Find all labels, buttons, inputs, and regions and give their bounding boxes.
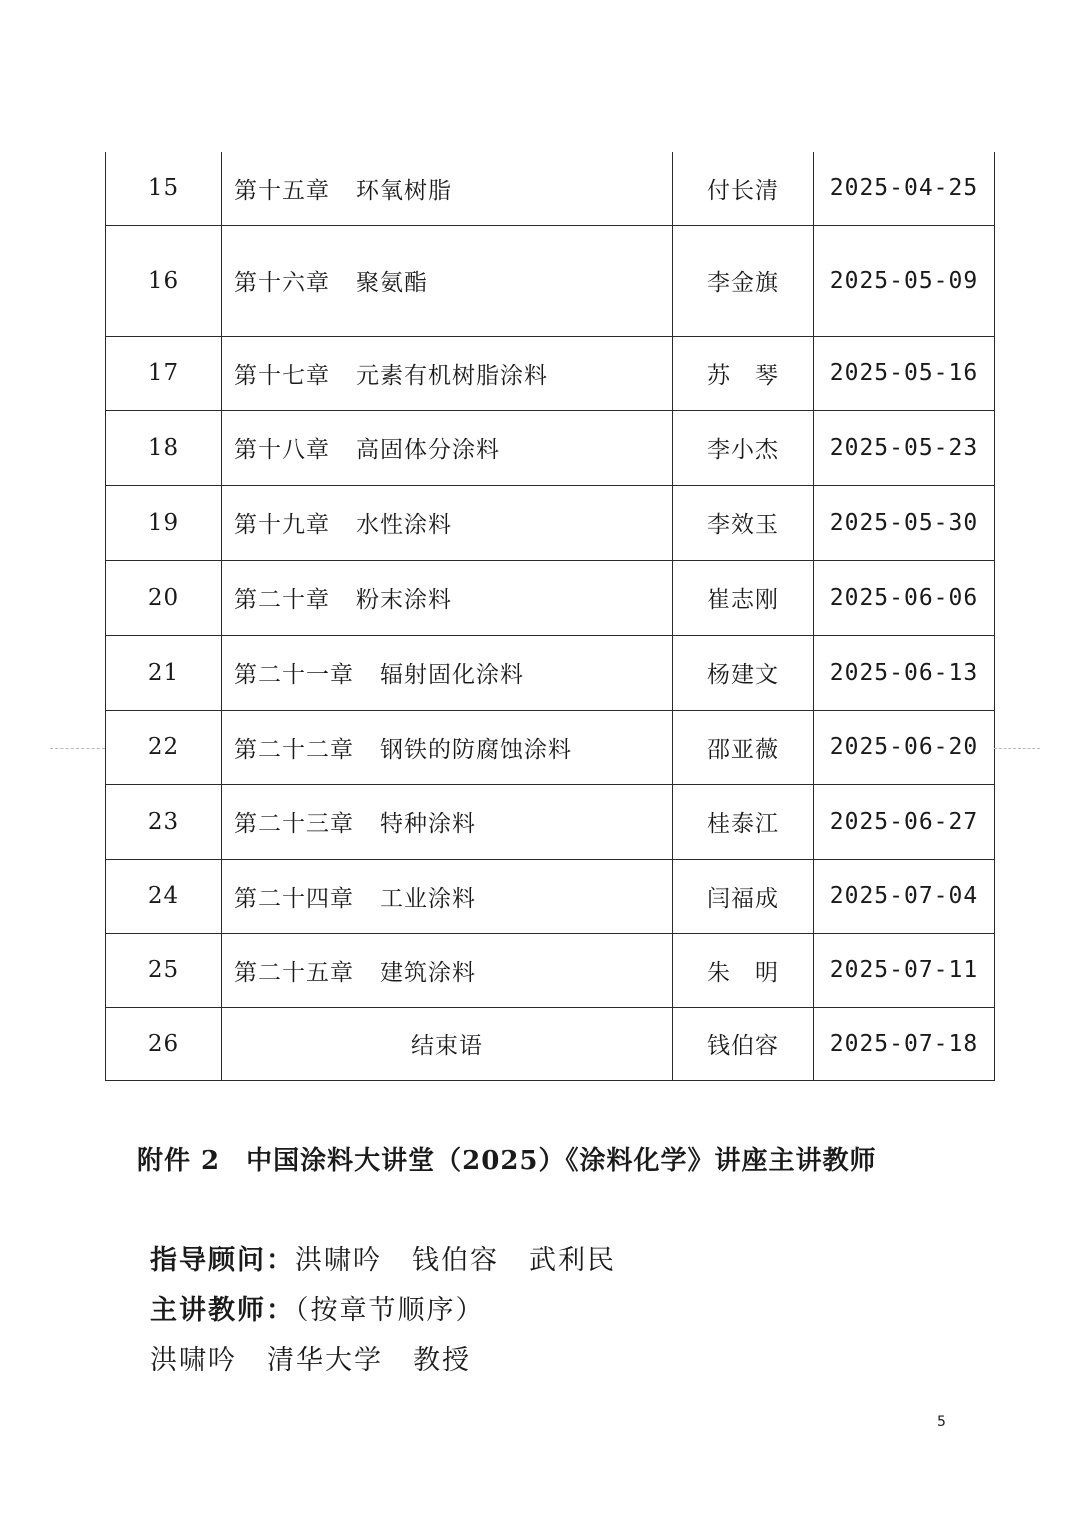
row-number: 15 xyxy=(106,152,222,225)
chapter-label: 第二十二章 xyxy=(234,736,354,763)
chapter-topic: 环氧树脂 xyxy=(356,177,452,204)
lecturers-label: 主讲教师： xyxy=(150,1295,295,1326)
chapter-title xyxy=(222,635,673,710)
lecture-date: 2025-05-16 xyxy=(814,336,995,410)
chapter-topic: 建筑涂料 xyxy=(380,959,476,986)
advisors-line xyxy=(150,1238,616,1277)
chapter-topic: 元素有机树脂涂料 xyxy=(356,362,548,389)
teacher-name: 桂泰江 xyxy=(673,784,814,859)
closing-remarks-title: 结束语 xyxy=(222,1007,673,1080)
lecturer-affiliation: 清华大学 xyxy=(267,1345,383,1376)
attachment-heading xyxy=(137,1140,877,1177)
chapter-title xyxy=(222,710,673,784)
chapter-title xyxy=(222,410,673,485)
chapter-title xyxy=(222,336,673,410)
attachment-number: 附件 2 xyxy=(137,1146,221,1176)
table-row xyxy=(106,225,995,336)
row-number: 21 xyxy=(106,635,222,710)
chapter-label: 第二十四章 xyxy=(234,885,354,912)
lecture-date: 2025-05-30 xyxy=(814,485,995,560)
chapter-label: 第二十章 xyxy=(234,587,330,613)
lecture-date: 2025-06-13 xyxy=(814,635,995,710)
table-row xyxy=(106,410,995,485)
table-row xyxy=(106,859,995,933)
chapter-topic: 水性涂料 xyxy=(356,512,452,538)
table-row xyxy=(106,485,995,560)
advisor-name: 武利民 xyxy=(529,1245,616,1276)
row-number: 20 xyxy=(106,560,222,635)
chapter-topic: 工业涂料 xyxy=(380,885,476,912)
row-number: 23 xyxy=(106,784,222,859)
advisor-name: 洪啸吟 xyxy=(295,1245,382,1276)
lecturer-title: 教授 xyxy=(413,1345,471,1376)
chapter-title xyxy=(222,560,673,635)
row-number: 18 xyxy=(106,410,222,485)
teacher-name: 闫福成 xyxy=(673,859,814,933)
chapter-title xyxy=(222,784,673,859)
teacher-name: 李金旗 xyxy=(673,225,814,336)
lecture-date: 2025-07-11 xyxy=(814,933,995,1007)
row-number: 26 xyxy=(106,1007,222,1080)
teacher-name: 崔志刚 xyxy=(673,560,814,635)
lecturer-name: 洪啸吟 xyxy=(150,1345,237,1376)
lecture-schedule-table xyxy=(105,152,995,1081)
teacher-name: 李效玉 xyxy=(673,485,814,560)
row-number: 19 xyxy=(106,485,222,560)
chapter-label: 第十六章 xyxy=(234,270,330,296)
chapter-label: 第十八章 xyxy=(234,437,330,463)
teacher-name: 付长清 xyxy=(673,152,814,225)
chapter-topic: 粉末涂料 xyxy=(356,587,452,613)
lecturers-note: （按章节顺序） xyxy=(295,1295,485,1326)
teacher-name: 朱 明 xyxy=(673,933,814,1007)
lecture-date: 2025-05-09 xyxy=(814,225,995,336)
scan-dashed-line-left xyxy=(50,748,105,749)
chapter-label: 第二十一章 xyxy=(234,662,354,688)
lecturer-entry xyxy=(150,1338,471,1377)
page-number: 5 xyxy=(937,1414,946,1430)
chapter-label: 第十九章 xyxy=(234,512,330,538)
row-number: 25 xyxy=(106,933,222,1007)
lecture-date: 2025-06-20 xyxy=(814,710,995,784)
chapter-label: 第二十五章 xyxy=(234,959,354,986)
lecture-date: 2025-04-25 xyxy=(814,152,995,225)
row-number: 16 xyxy=(106,225,222,336)
advisor-name: 钱伯容 xyxy=(412,1245,499,1276)
row-number: 17 xyxy=(106,336,222,410)
table-row xyxy=(106,336,995,410)
row-number: 24 xyxy=(106,859,222,933)
chapter-label: 第十七章 xyxy=(234,362,330,389)
chapter-title xyxy=(222,485,673,560)
table-row xyxy=(106,560,995,635)
row-number: 22 xyxy=(106,710,222,784)
chapter-title xyxy=(222,225,673,336)
table-row xyxy=(106,933,995,1007)
chapter-topic: 辐射固化涂料 xyxy=(380,662,524,688)
teacher-name: 苏 琴 xyxy=(673,336,814,410)
lecture-date: 2025-06-27 xyxy=(814,784,995,859)
attachment-title: 中国涂料大讲堂（2025）《涂料化学》讲座主讲教师 xyxy=(246,1146,877,1176)
chapter-title xyxy=(222,859,673,933)
chapter-title xyxy=(222,933,673,1007)
chapter-label: 第二十三章 xyxy=(234,811,354,837)
chapter-label: 第十五章 xyxy=(234,177,330,204)
table-row xyxy=(106,635,995,710)
chapter-topic: 钢铁的防腐蚀涂料 xyxy=(380,736,572,763)
scan-dashed-line-right xyxy=(994,748,1040,749)
chapter-title xyxy=(222,152,673,225)
advisors-label: 指导顾问： xyxy=(150,1245,295,1276)
teacher-name: 杨建文 xyxy=(673,635,814,710)
table-row xyxy=(106,1007,995,1080)
chapter-topic: 特种涂料 xyxy=(380,811,476,837)
table-row xyxy=(106,152,995,225)
table-row xyxy=(106,784,995,859)
chapter-topic: 高固体分涂料 xyxy=(356,437,500,463)
table-row xyxy=(106,710,995,784)
lecturers-line xyxy=(150,1288,485,1327)
teacher-name: 邵亚薇 xyxy=(673,710,814,784)
chapter-topic: 聚氨酯 xyxy=(356,270,428,296)
lecture-date: 2025-07-04 xyxy=(814,859,995,933)
teacher-name: 钱伯容 xyxy=(673,1007,814,1080)
lecture-date: 2025-06-06 xyxy=(814,560,995,635)
lecture-date: 2025-05-23 xyxy=(814,410,995,485)
lecture-date: 2025-07-18 xyxy=(814,1007,995,1080)
teacher-name: 李小杰 xyxy=(673,410,814,485)
